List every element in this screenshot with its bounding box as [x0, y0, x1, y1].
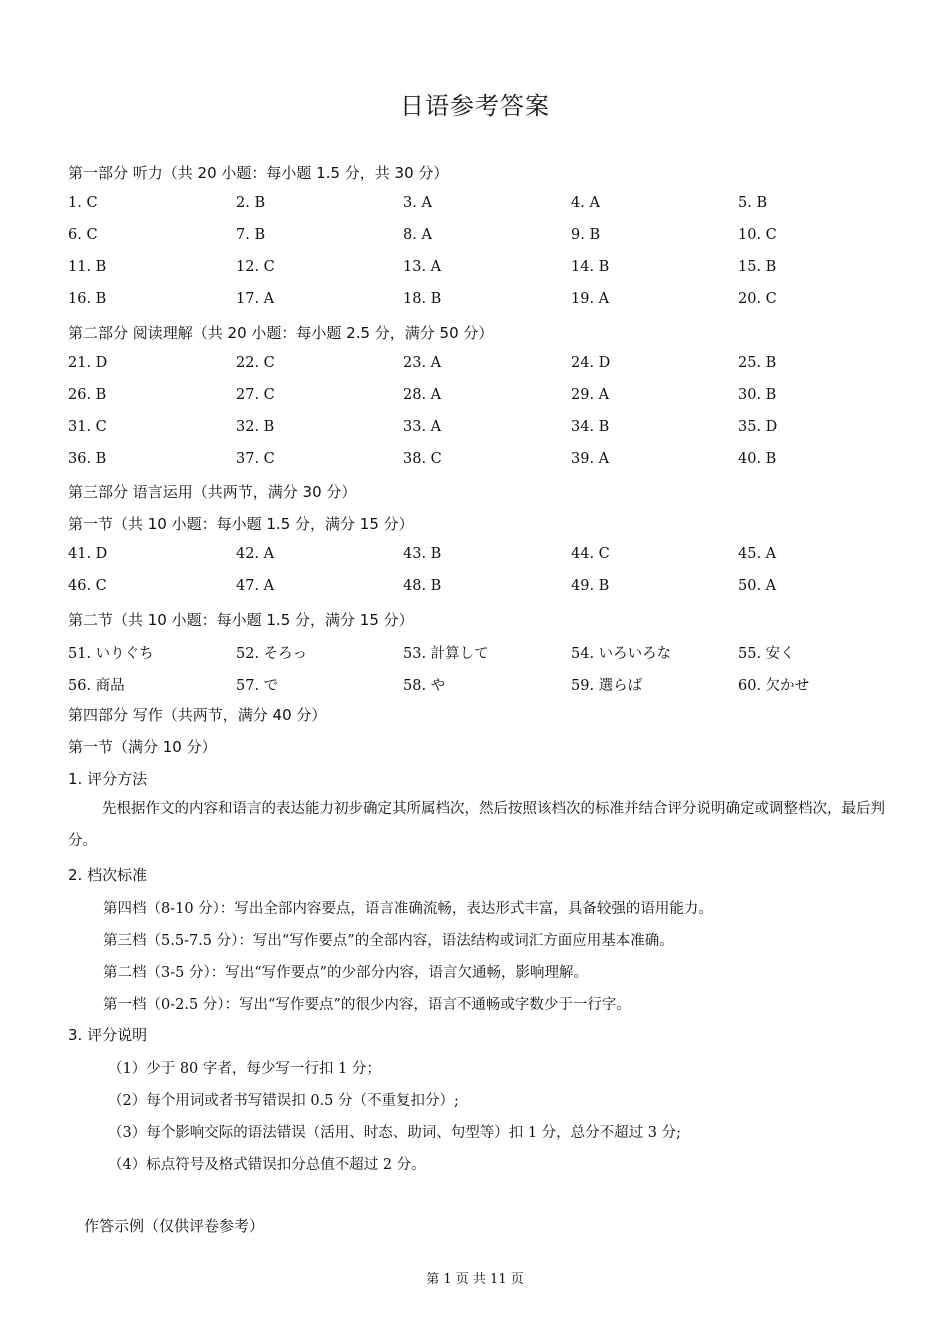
answer-item: 2. B [236, 195, 266, 211]
answer-item: 46. C [68, 578, 107, 594]
answer-row [68, 578, 908, 602]
answer-item: 39. A [571, 451, 610, 467]
answer-item: 51. いりぐち [68, 646, 154, 662]
answer-item: 58. や [403, 678, 446, 694]
answer-row [68, 291, 908, 315]
answer-item: 10. C [738, 227, 777, 243]
answer-item: 17. A [236, 291, 275, 307]
answer-item: 7. B [236, 227, 266, 243]
answer-item: 55. 安く [738, 646, 795, 662]
answer-item: 1. C [68, 195, 98, 211]
example-heading: 作答示例（仅供评卷参考） [84, 1217, 265, 1235]
answer-item: 9. B [571, 227, 601, 243]
answer-item: 8. A [403, 227, 432, 243]
answer-item: 19. A [571, 291, 610, 307]
answer-item: 48. B [403, 578, 442, 594]
answer-row [68, 451, 908, 475]
part3-section2-heading: 第二节（共 10 小题：每小题 1.5 分，满分 15 分） [68, 611, 414, 629]
grade-item: 第二档（3-5 分）：写出“写作要点”的少部分内容，语言欠通畅，影响理解。 [103, 965, 589, 981]
answer-item: 25. B [738, 355, 777, 371]
answer-item: 34. B [571, 419, 610, 435]
answer-item: 13. A [403, 259, 442, 275]
answer-row [68, 259, 908, 283]
answer-item: 29. A [571, 387, 610, 403]
answer-item: 31. C [68, 419, 107, 435]
answer-item: 45. A [738, 546, 777, 562]
answer-item: 15. B [738, 259, 777, 275]
answer-item: 60. 欠かせ [738, 678, 810, 694]
answer-item: 20. C [738, 291, 777, 307]
answer-item: 21. D [68, 355, 108, 371]
answer-item: 33. A [403, 419, 442, 435]
answer-item: 16. B [68, 291, 107, 307]
answer-item: 6. C [68, 227, 98, 243]
answer-row [68, 674, 908, 698]
answer-row [68, 642, 908, 666]
answer-item: 3. A [403, 195, 432, 211]
answer-item: 5. B [738, 195, 768, 211]
answer-item: 59. 選らば [571, 678, 643, 694]
answer-item: 35. D [738, 419, 778, 435]
answer-item: 22. C [236, 355, 275, 371]
grade-standard-heading: 2. 档次标准 [68, 866, 148, 884]
scoring-notes-heading: 3. 评分说明 [68, 1026, 148, 1044]
answer-item: 24. D [571, 355, 611, 371]
scoring-note: （1）少于 80 字者，每少写一行扣 1 分； [108, 1061, 381, 1077]
answer-item: 32. B [236, 419, 275, 435]
answer-item: 49. B [571, 578, 610, 594]
answer-row [68, 546, 908, 570]
part2-heading: 第二部分 阅读理解（共 20 小题：每小题 2.5 分，满分 50 分） [68, 324, 494, 342]
scoring-method-text: 先根据作文的内容和语言的表达能力初步确定其所属档次，然后按照该档次的标准并结合评分说明确定或调整档次，最后判分。 [68, 801, 885, 849]
answer-item: 23. A [403, 355, 442, 371]
answer-item: 41. D [68, 546, 108, 562]
scoring-note: （2）每个用词或者书写错误扣 0.5 分（不重复扣分）; [108, 1093, 459, 1109]
answer-item: 40. B [738, 451, 777, 467]
answer-item: 54. いろいろな [571, 646, 672, 662]
grade-item: 第三档（5.5-7.5 分）：写出“写作要点”的全部内容，语法结构或词汇方面应用基本准确。 [103, 933, 674, 949]
answer-item: 37. C [236, 451, 275, 467]
page-title: 日语参考答案 [400, 92, 550, 120]
page-footer: 第 1 页 共 11 页 [426, 1272, 524, 1287]
answer-row [68, 419, 908, 443]
answer-item: 52. そろっ [236, 646, 308, 662]
answer-row [68, 355, 908, 379]
answer-item: 42. A [236, 546, 275, 562]
answer-item: 57. で [236, 678, 279, 694]
scoring-method-heading: 1. 评分方法 [68, 770, 148, 788]
answer-item: 18. B [403, 291, 442, 307]
answer-item: 44. C [571, 546, 610, 562]
answer-item: 43. B [403, 546, 442, 562]
part3-heading: 第三部分 语言运用（共两节，满分 30 分） [68, 483, 357, 501]
answer-row [68, 195, 908, 219]
answer-item: 12. C [236, 259, 275, 275]
answer-item: 11. B [68, 259, 107, 275]
answer-item: 30. B [738, 387, 777, 403]
answer-item: 28. A [403, 387, 442, 403]
answer-item: 36. B [68, 451, 107, 467]
scoring-note: （3）每个影响交际的语法错误（活用、时态、助词、句型等）扣 1 分，总分不超过 3 分; [108, 1125, 681, 1141]
part1-heading: 第一部分 听力（共 20 小题：每小题 1.5 分，共 30 分） [68, 164, 449, 182]
answer-item: 53. 計算して [403, 646, 489, 662]
answer-item: 14. B [571, 259, 610, 275]
answer-item: 56. 商品 [68, 678, 125, 694]
answer-item: 47. A [236, 578, 275, 594]
answer-item: 26. B [68, 387, 107, 403]
part4-section1-heading: 第一节（满分 10 分） [68, 738, 217, 756]
answer-item: 38. C [403, 451, 442, 467]
part4-heading: 第四部分 写作（共两节，满分 40 分） [68, 706, 327, 724]
answer-item: 50. A [738, 578, 777, 594]
grade-item: 第一档（0-2.5 分）：写出“写作要点”的很少内容，语言不通畅或字数少于一行字。 [103, 997, 631, 1013]
part3-section1-heading: 第一节（共 10 小题：每小题 1.5 分，满分 15 分） [68, 515, 414, 533]
answer-row [68, 227, 908, 251]
answer-row [68, 387, 908, 411]
scoring-note: （4）标点符号及格式错误扣分总值不超过 2 分。 [108, 1157, 426, 1173]
answer-item: 27. C [236, 387, 275, 403]
answer-item: 4. A [571, 195, 600, 211]
grade-item: 第四档（8-10 分）：写出全部内容要点，语言准确流畅，表达形式丰富，具备较强的语用能力。 [103, 901, 713, 917]
